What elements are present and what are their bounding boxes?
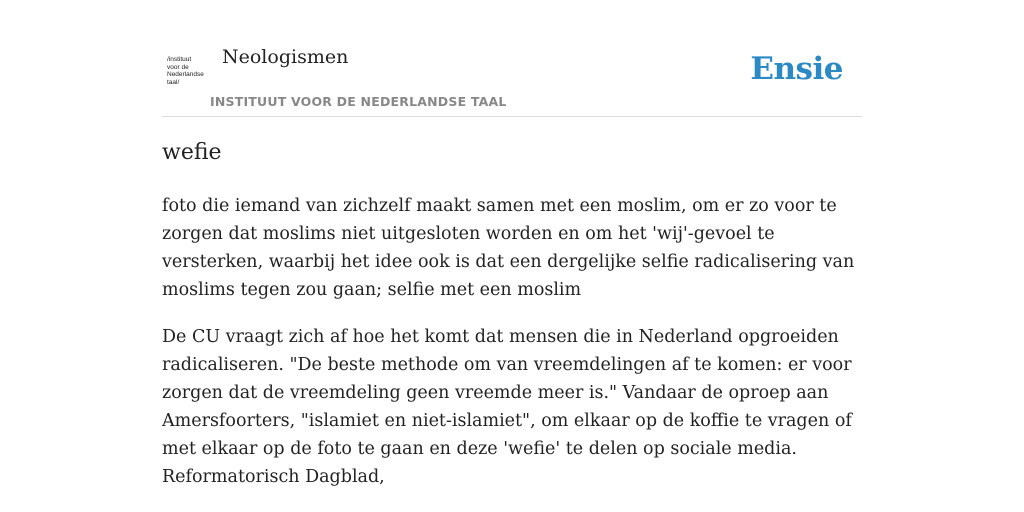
- entry-citation: [162, 323, 862, 491]
- entry-definition: foto die iemand van zichzelf maakt samen met een moslim, om er zo voor te zorgen dat moslims niet uitgesloten worden en om het 'wij'-gevoel te versterken, waarbij het idee ook is dat een dergelijke selfie radicalisering van moslims tegen zou gaan; selfie met een moslim: [162, 196, 855, 300]
- logo-line: taal/: [167, 78, 180, 86]
- citation-text: De CU vraagt zich af hoe het komt dat mensen die in Nederland opgroeiden radicaliseren. "De beste methode om van vreemdelingen af te komen: er voor zorgen dat de vreemdeling geen vreemde meer is." Vandaar de oproep aan Amersfoorters, "islamiet en niet-islamiet", om elkaar op de koffie te vragen of met elkaar op de foto te gaan en deze 'wefie' te delen op sociale media.: [162, 327, 852, 459]
- ensie-brand-link[interactable]: Ensie: [750, 51, 843, 87]
- logo-line: Nederlandse: [167, 71, 204, 79]
- logo-line: /instituut: [167, 56, 192, 63]
- institute-logo[interactable]: [167, 56, 209, 86]
- entry-headword: wefie: [162, 140, 222, 165]
- logo-line: voor de: [167, 63, 189, 71]
- site-title-link[interactable]: Neologismen: [222, 46, 349, 68]
- citation-source: Reformatorisch Dagblad,: [162, 467, 385, 487]
- page-header: [162, 0, 862, 117]
- publisher-name: INSTITUUT VOOR DE NEDERLANDSE TAAL: [210, 94, 507, 109]
